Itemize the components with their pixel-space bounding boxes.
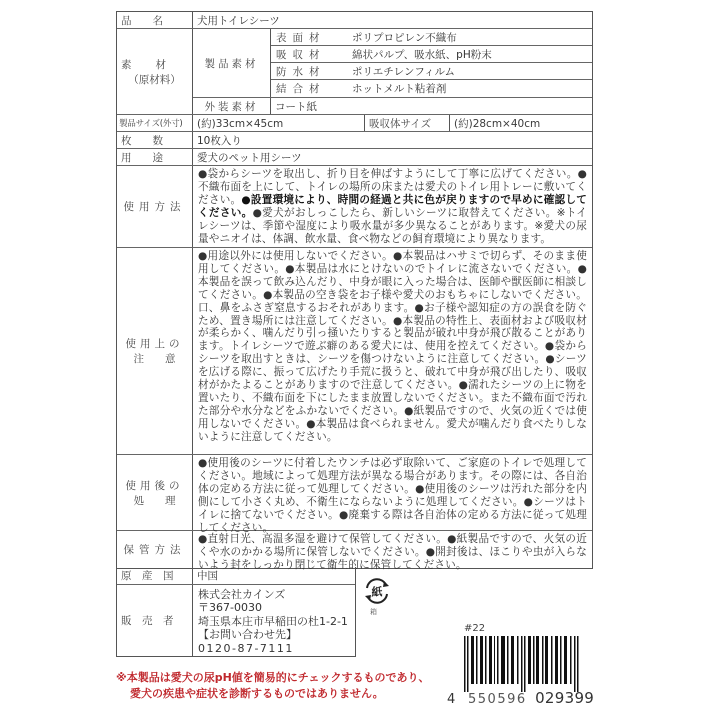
material-key: 結合材 xyxy=(276,83,326,95)
label-purpose: 用 途 xyxy=(117,149,193,165)
barcode-right-group: 029399 xyxy=(535,689,595,707)
product-materials-block xyxy=(193,29,592,98)
material-value: ポリエチレンフィルム xyxy=(352,65,456,78)
seller-info xyxy=(193,585,353,656)
label-usage: 使用方法 xyxy=(117,166,193,247)
value-purpose: 愛犬のペット用シーツ xyxy=(197,151,302,164)
material-value: 綿状パルプ、吸水紙、pH粉末 xyxy=(352,48,492,61)
row-storage xyxy=(117,531,592,571)
row-disposal xyxy=(117,455,592,534)
barcode-left-group: 550596 xyxy=(468,692,527,707)
row-origin xyxy=(117,567,355,585)
value-origin: 中国 xyxy=(197,570,218,582)
row-caution xyxy=(117,248,592,455)
materials-detail xyxy=(193,29,592,114)
notice-line2: 愛犬の疾患や症状を診断するものではありません。 xyxy=(130,687,384,700)
usage-text xyxy=(193,166,592,247)
barcode-first-digit: 4 xyxy=(447,692,456,707)
caution-text: ●用途以外には使用しないでください。●本製品はハサミで切らず、そのまま使用してください。●本製品は水にとけないのでトイレに流さないでください。●本製品を誤って飲み込んだり、中身が眼に入った場合は、医師や獣医師に相談してください。●本製品の空き袋をお子様や愛犬のおもちゃにしないでください。口、鼻をふさぎ窒息するおそれがあります。●お子様や認知症の方の誤食を防ぐため、置き場所には注意してください。●本製品の特性上、表面材および吸収材が柔らかく、噛んだり引っ掻いたりすると製品が破れ中身が飛び散ることがあります。トイレシーツで遊ぶ癖のある愛犬には、使用を控えてください。●袋からシーツを取出すときは、シーツを傷つけないように注意してください。●シーツを広げる際に、振って広げたり手荒に扱うと、破れて中身が飛び出したり、吸収材がかたよることがありますので注意してください。●濡れたシーツの上に物を置いたり、不織布面を下にしたまま放置しないでください。また不織布面で汚れた部分や水分などをふかないでください。●紙製品ですので、火気の近くでは使用しないでください。●本製品は食べられません。愛犬が噛んだり食べたりしないように注意してください。 xyxy=(198,250,587,443)
material-row xyxy=(271,46,592,63)
seller-phone: 0120-87-7111 xyxy=(198,641,294,655)
svg-text:紙: 紙 xyxy=(371,585,383,599)
label-count: 枚 数 xyxy=(117,132,193,148)
usage-text-part2: ●愛犬がおしっこしたら、新しいシーツに取替えてください。※トイレシーツは、季節や湿度により吸水量が多少異なることがあります。※愛犬の尿量やニオイは、体調、飲水量、食べ物などの飼育環境により異なります。 xyxy=(198,206,587,245)
material-key: 防水材 xyxy=(276,65,326,78)
label-origin: 原 産 国 xyxy=(117,567,193,584)
label-caution-line2: 注 意 xyxy=(133,353,176,365)
usage-text-bold: ●設置環境により、時間の経過と共に色が戻りますので早めに確認してください。 xyxy=(198,193,587,219)
paper-recycle-icon xyxy=(362,576,392,606)
row-purpose xyxy=(117,149,592,166)
label-storage: 保管方法 xyxy=(117,531,193,568)
value-absorbent-size: (約)28cm×40cm xyxy=(454,117,541,130)
recycle-caption: 箱 xyxy=(370,608,377,616)
seller-address: 埼玉県本庄市早稲田の杜1-2-1 xyxy=(198,614,348,628)
label-product-name: 品 名 xyxy=(117,12,193,28)
value-count: 10枚入り xyxy=(197,134,242,147)
label-caution-line1: 使用上の xyxy=(125,338,184,350)
label-absorbent-size: 吸収体サイズ xyxy=(365,115,450,131)
label-disposal-line1: 使用後の xyxy=(125,479,184,492)
label-disposal xyxy=(117,455,193,530)
label-caution xyxy=(117,248,193,454)
usage-text-part1: ●袋からシーツを取出し、折り目を伸ばすようにして丁寧に広げてください。●不織布面を上にして、トイレの場所の床または愛犬のトイレ用トレーに敷いてください。 xyxy=(198,168,587,206)
row-seller xyxy=(117,585,355,656)
seller-contact-label: 【お問い合わせ先】 xyxy=(198,628,297,642)
label-disposal-line2: 処 理 xyxy=(133,494,176,507)
product-materials-list xyxy=(271,29,592,97)
disposal-text: ●使用後のシーツに付着したウンチは必ず取除いて、ご家庭のトイレで処理してください。地域によって処理方法が異なる場合があります。その際には、各自治体の定める方法に従って処理してください。●使用後のシーツは汚れた部分を内側にして小さく丸め、不衛生にならないように処理してください。●シーツはトイレに捨てないでください。●廃棄する際は各自治体の定める方法に従って処理してください。 xyxy=(198,457,587,534)
origin-seller-table xyxy=(116,567,356,657)
row-size xyxy=(117,115,592,132)
material-row xyxy=(271,80,592,97)
notice-line1: ※本製品は愛犬の尿pH値を簡易的にチェックするものであり、 xyxy=(116,671,430,684)
material-key: 吸収材 xyxy=(276,48,326,61)
row-product-name xyxy=(117,12,592,29)
material-value: ポリプロピレン不織布 xyxy=(352,31,457,44)
seller-company: 株式会社カインズ xyxy=(198,588,286,601)
label-materials-line1: 素 材 xyxy=(121,58,167,71)
value-packaging: コート紙 xyxy=(275,100,317,113)
barcode-digits xyxy=(447,689,594,707)
size-values xyxy=(193,115,592,131)
barcode-tag: #22 xyxy=(464,623,486,634)
value-product-name: 犬用トイレシーツ xyxy=(197,14,280,27)
label-size: 製品サイズ(外寸) xyxy=(117,115,193,131)
label-materials xyxy=(117,29,193,114)
material-value: ホットメルト粘着剤 xyxy=(352,83,447,95)
material-row xyxy=(271,29,592,46)
seller-postal: 〒367-0030 xyxy=(198,601,262,615)
label-packaging: 外装素材 xyxy=(193,98,271,114)
material-row xyxy=(271,63,592,80)
product-info-table xyxy=(116,11,593,569)
label-seller: 販 売 者 xyxy=(117,585,193,656)
row-materials xyxy=(117,29,592,115)
material-key: 表面材 xyxy=(276,31,326,44)
storage-text: ●直射日光、高温多湿を避けて保管してください。●紙製品ですので、火気の近くや水のかかる場所に保管しないでください。●開封後は、ほこりや虫が入らないよう封をしっかり閉じて衛生的に保管してください。 xyxy=(198,533,587,571)
packaging-block xyxy=(193,98,592,114)
value-size: (約)33cm×45cm xyxy=(193,115,365,131)
row-count xyxy=(117,132,592,149)
row-usage xyxy=(117,166,592,248)
label-materials-line2: （原材料） xyxy=(128,73,181,86)
label-product-materials: 製品素材 xyxy=(193,29,271,97)
ph-notice xyxy=(116,670,429,702)
